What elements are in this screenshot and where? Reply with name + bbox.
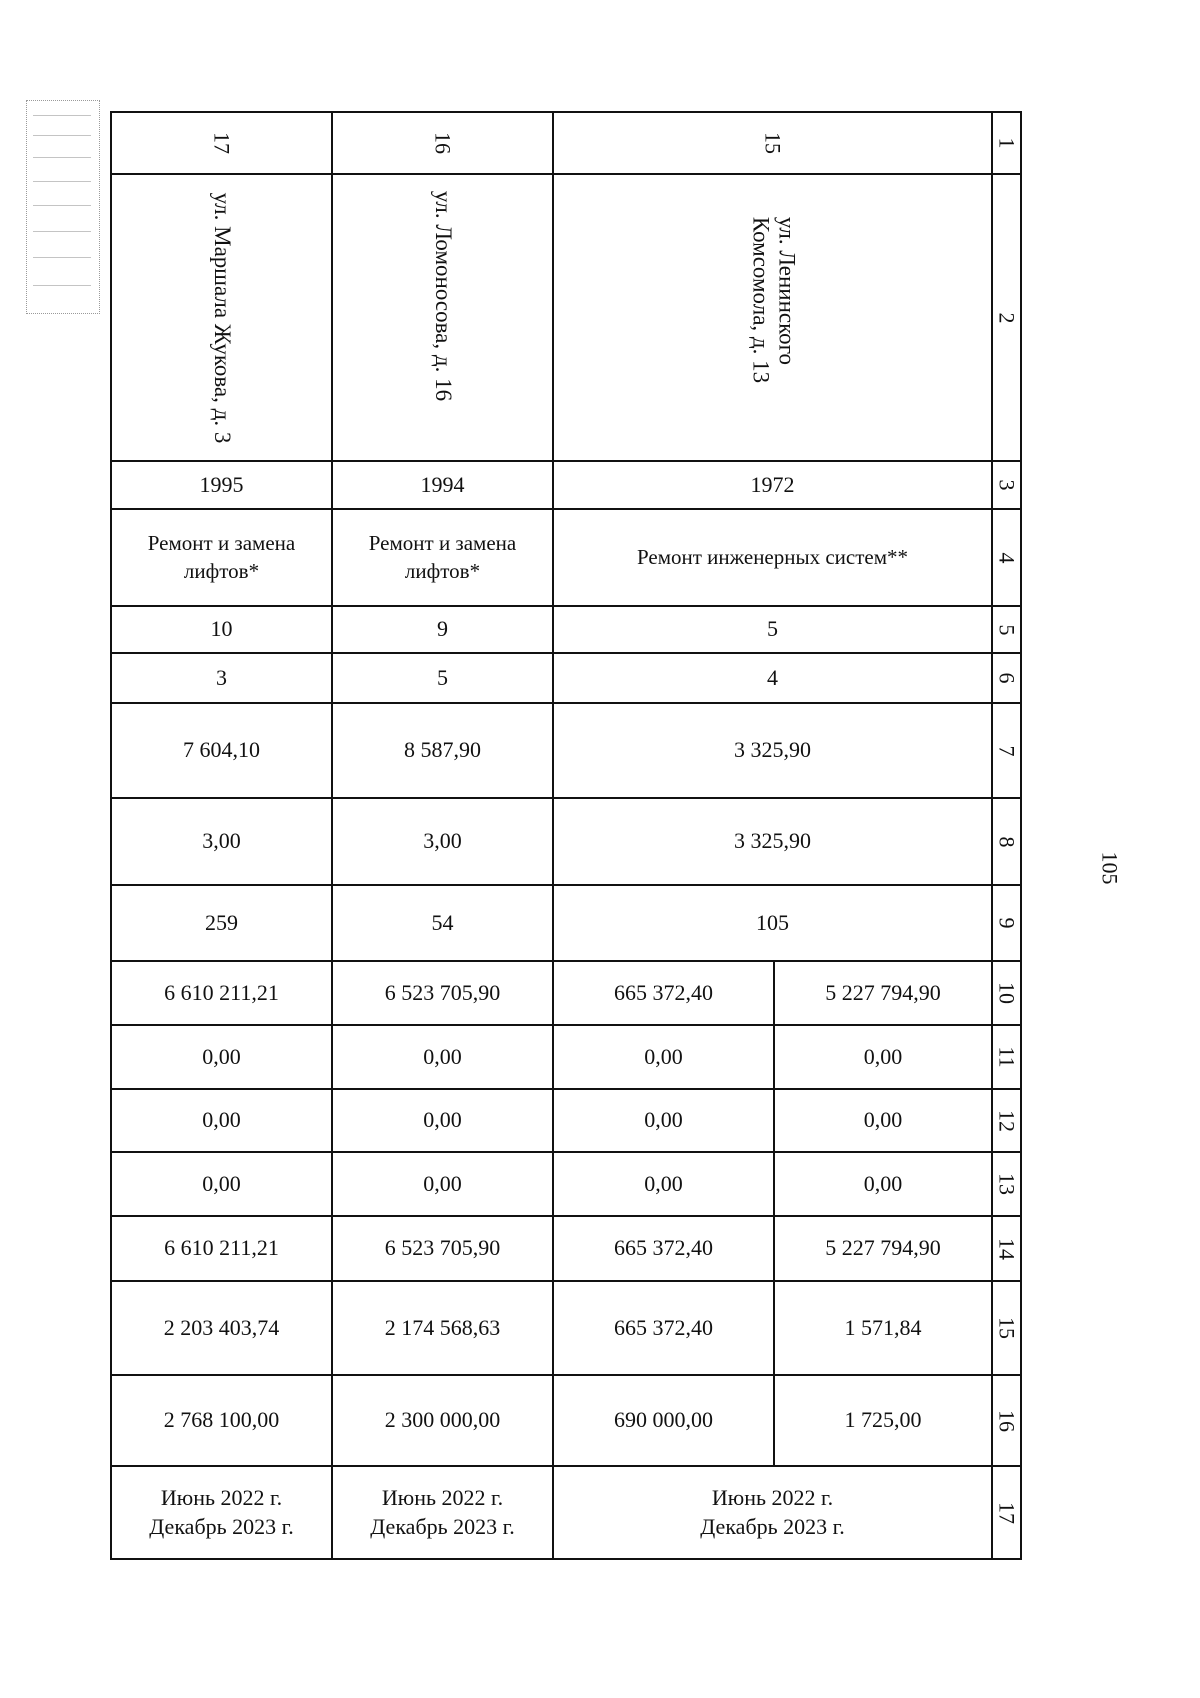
column-number-5: 5 xyxy=(994,624,1020,635)
column-number-11: 11 xyxy=(994,1046,1020,1068)
cell-col15-a: 665 372,40 xyxy=(614,1314,713,1340)
cell-col6: 3 xyxy=(216,664,227,690)
column-number-1: 1 xyxy=(994,137,1020,149)
construction-year: 1994 xyxy=(420,471,465,497)
cell-col14-b: 5 227 794,90 xyxy=(825,1235,941,1261)
column-number-7: 7 xyxy=(994,745,1020,756)
page-number: 105 xyxy=(1097,851,1123,885)
column-number-2: 2 xyxy=(994,312,1020,323)
column-number-9: 9 xyxy=(994,917,1020,929)
cell-col8: 3 325,90 xyxy=(734,828,811,854)
cell-col5: 9 xyxy=(437,616,448,642)
cell-col16: 2 300 000,00 xyxy=(384,1407,501,1433)
cell-col14: 6 610 211,21 xyxy=(164,1235,279,1261)
object-number: 17 xyxy=(209,132,235,154)
cell-col16: 2 768 100,00 xyxy=(163,1407,280,1433)
work-period: Июнь 2022 г. Декабрь 2023 г. xyxy=(370,1484,515,1539)
work-type: Ремонт и замена лифтов* xyxy=(147,531,296,583)
object-address: ул. Ленинского Комсомола, д. 13 xyxy=(747,216,799,383)
cell-col6: 5 xyxy=(437,664,448,690)
cell-col13: 0,00 xyxy=(202,1170,241,1196)
column-number-15: 15 xyxy=(994,1317,1020,1339)
repair-schedule-table xyxy=(110,111,1022,1560)
cell-col7: 7 604,10 xyxy=(183,737,260,763)
work-period: Июнь 2022 г. Декабрь 2023 г. xyxy=(149,1484,294,1539)
column-number-8: 8 xyxy=(994,836,1020,847)
cell-col10: 6 523 705,90 xyxy=(384,979,501,1005)
work-type: Ремонт и замена лифтов* xyxy=(368,531,517,583)
cell-col12: 0,00 xyxy=(423,1107,462,1133)
column-number-6: 6 xyxy=(994,672,1020,684)
cell-col12-a: 0,00 xyxy=(644,1107,683,1133)
cell-col9: 259 xyxy=(205,909,238,935)
object-address: ул. Ломоносова, д. 16 xyxy=(430,190,456,401)
cell-col7: 3 325,90 xyxy=(734,737,811,763)
cell-col15: 2 203 403,74 xyxy=(163,1314,280,1340)
work-type: Ремонт инженерных систем** xyxy=(636,544,909,569)
approval-stamp xyxy=(26,100,100,314)
cell-col10: 6 610 211,21 xyxy=(164,979,279,1005)
cell-col11-a: 0,00 xyxy=(644,1043,683,1069)
cell-col13: 0,00 xyxy=(423,1170,462,1196)
column-number-14: 14 xyxy=(994,1237,1020,1260)
cell-col5: 5 xyxy=(767,616,778,642)
cell-col13-b: 0,00 xyxy=(863,1170,903,1196)
cell-col9: 54 xyxy=(431,909,454,935)
cell-col7: 8 587,90 xyxy=(404,737,481,763)
cell-col15-b: 1 571,84 xyxy=(844,1314,922,1340)
object-number: 16 xyxy=(430,132,456,154)
cell-col16-b: 1 725,00 xyxy=(844,1407,922,1433)
cell-col11: 0,00 xyxy=(423,1043,462,1069)
cell-col10-b: 5 227 794,90 xyxy=(825,979,941,1005)
column-number-4: 4 xyxy=(994,552,1020,563)
cell-col8: 3,00 xyxy=(202,828,241,854)
column-number-17: 17 xyxy=(994,1501,1020,1524)
cell-col5: 10 xyxy=(210,616,233,642)
work-period: Июнь 2022 г. Декабрь 2023 г. xyxy=(700,1484,845,1539)
column-number-3: 3 xyxy=(994,479,1020,491)
column-number-10: 10 xyxy=(994,982,1020,1004)
construction-year: 1995 xyxy=(199,471,244,497)
column-number-12: 12 xyxy=(994,1109,1020,1132)
cell-col16-a: 690 000,00 xyxy=(614,1407,713,1433)
cell-col14-a: 665 372,40 xyxy=(614,1235,713,1261)
column-number-13: 13 xyxy=(994,1173,1020,1195)
cell-col9: 105 xyxy=(756,909,789,935)
column-number-16: 16 xyxy=(994,1409,1020,1432)
cell-col13-a: 0,00 xyxy=(644,1170,683,1196)
construction-year: 1972 xyxy=(750,471,795,497)
cell-col12-b: 0,00 xyxy=(863,1107,903,1133)
cell-col12: 0,00 xyxy=(202,1107,241,1133)
cell-col6: 4 xyxy=(767,664,778,690)
cell-col14: 6 523 705,90 xyxy=(384,1235,501,1261)
cell-col11: 0,00 xyxy=(202,1043,241,1069)
cell-col11-b: 0,00 xyxy=(863,1043,903,1069)
cell-col8: 3,00 xyxy=(423,828,462,854)
cell-col10-a: 665 372,40 xyxy=(614,979,713,1005)
object-address: ул. Маршала Жукова, д. 3 xyxy=(209,192,235,443)
cell-col15: 2 174 568,63 xyxy=(384,1314,501,1340)
object-number: 15 xyxy=(760,132,786,154)
